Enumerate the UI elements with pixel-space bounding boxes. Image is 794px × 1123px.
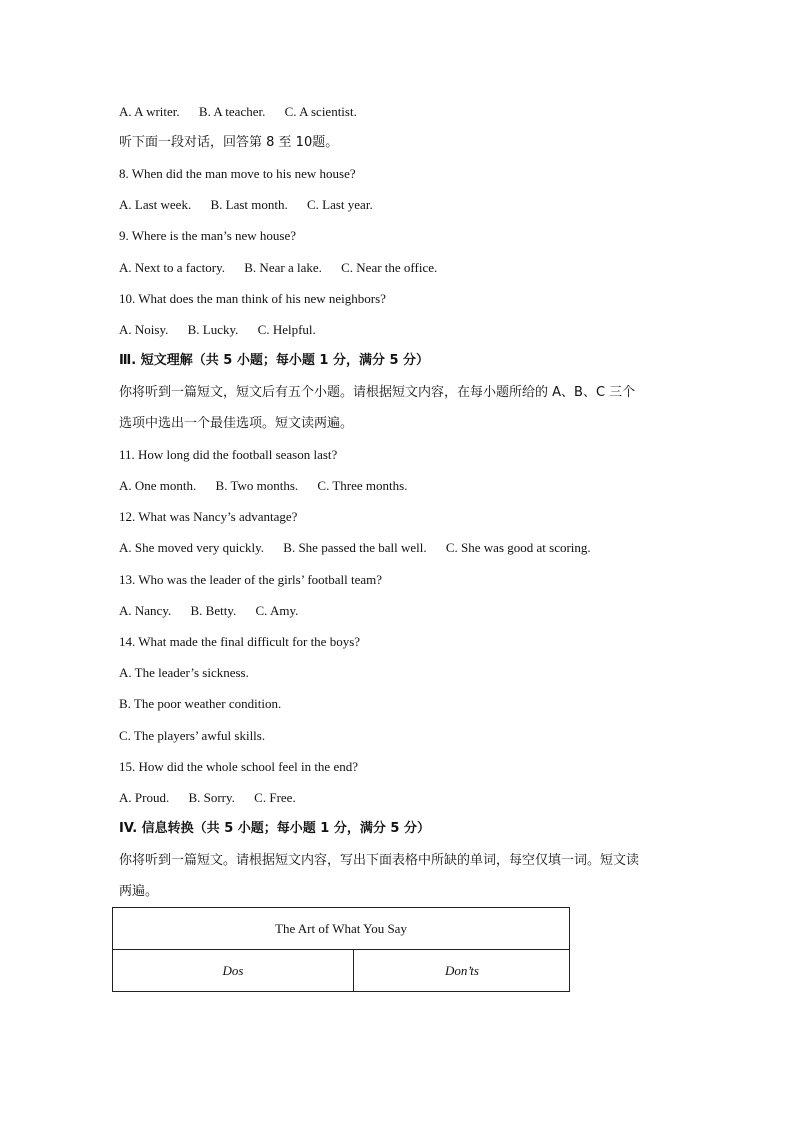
- table-title: The Art of What You Say: [113, 908, 569, 950]
- question-9: 9. Where is the man’s new house?: [119, 228, 297, 243]
- q8-options: [119, 197, 373, 213]
- q14-option-a: A. The leader’s sickness.: [119, 665, 249, 680]
- q9-option-c: C. Near the office.: [341, 260, 438, 275]
- section-4-instruction-1: 你将听到一篇短文。请根据短文内容，写出下面表格中所缺的单词，每空仅填一词。短文读: [119, 853, 640, 868]
- question-14: 14. What made the final difficult for the boys?: [119, 634, 361, 649]
- q14-option-b: B. The poor weather condition.: [119, 696, 282, 711]
- q7-options: [119, 104, 357, 120]
- q10-options: [119, 322, 316, 338]
- question-15: 15. How did the whole school feel in the end?: [119, 759, 358, 774]
- q11-option-a: A. One month.: [119, 478, 197, 493]
- q15-option-a: A. Proud.: [119, 790, 170, 805]
- table-column-donts: Don’ts: [445, 963, 479, 978]
- q13-option-a: A. Nancy.: [119, 603, 172, 618]
- question-10: 10. What does the man think of his new neighbors?: [119, 291, 386, 306]
- q12-options: [119, 540, 591, 556]
- q13-options: [119, 603, 298, 619]
- q8-option-a: A. Last week.: [119, 197, 192, 212]
- q15-options: [119, 790, 296, 806]
- section-3-instruction-1: 你将听到一篇短文，短文后有五个小题。请根据短文内容，在每小题所给的 A、B、C 三个: [119, 385, 636, 400]
- section-4-heading: IV. 信息转换（共 5 小题；每小题 1 分，满分 5 分）: [119, 821, 430, 836]
- q13-option-b: B. Betty.: [190, 603, 237, 618]
- question-8: 8. When did the man move to his new house?: [119, 166, 356, 181]
- q15-option-b: B. Sorry.: [188, 790, 235, 805]
- section-4-instruction-2: 两遍。: [119, 884, 159, 899]
- question-11: 11. How long did the football season last?: [119, 447, 338, 462]
- q9-option-b: B. Near a lake.: [244, 260, 322, 275]
- q11-option-b: B. Two months.: [215, 478, 299, 493]
- section-3-heading: Ⅲ. 短文理解（共 5 小题；每小题 1 分，满分 5 分）: [119, 353, 430, 368]
- dialog-instruction: 听下面一段对话，回答第 8 至 10题。: [119, 135, 339, 150]
- q11-option-c: C. Three months.: [317, 478, 408, 493]
- q12-option-c: C. She was good at scoring.: [445, 540, 591, 555]
- q8-option-c: C. Last year.: [306, 197, 373, 212]
- question-13: 13. Who was the leader of the girls’ football team?: [119, 572, 383, 587]
- q8-option-b: B. Last month.: [210, 197, 288, 212]
- q10-option-c: C. Helpful.: [257, 322, 316, 337]
- q7-option-b: B. A teacher.: [198, 104, 266, 119]
- q7-option-c: C. A scientist.: [284, 104, 357, 119]
- info-table: [112, 907, 570, 992]
- section-3-instruction-2: 选项中选出一个最佳选项。短文读两遍。: [119, 416, 354, 431]
- q15-option-c: C. Free.: [254, 790, 296, 805]
- q10-option-a: A. Noisy.: [119, 322, 169, 337]
- q10-option-b: B. Lucky.: [187, 322, 239, 337]
- q9-options: [119, 260, 437, 276]
- q14-option-c: C. The players’ awful skills.: [119, 728, 266, 743]
- q12-option-b: B. She passed the ball well.: [283, 540, 427, 555]
- table-column-dos: Dos: [113, 950, 354, 992]
- question-12: 12. What was Nancy’s advantage?: [119, 509, 298, 524]
- q11-options: [119, 478, 407, 494]
- q12-option-a: A. She moved very quickly.: [119, 540, 265, 555]
- q13-option-c: C. Amy.: [255, 603, 299, 618]
- q9-option-a: A. Next to a factory.: [119, 260, 226, 275]
- q7-option-a: A. A writer.: [119, 104, 180, 119]
